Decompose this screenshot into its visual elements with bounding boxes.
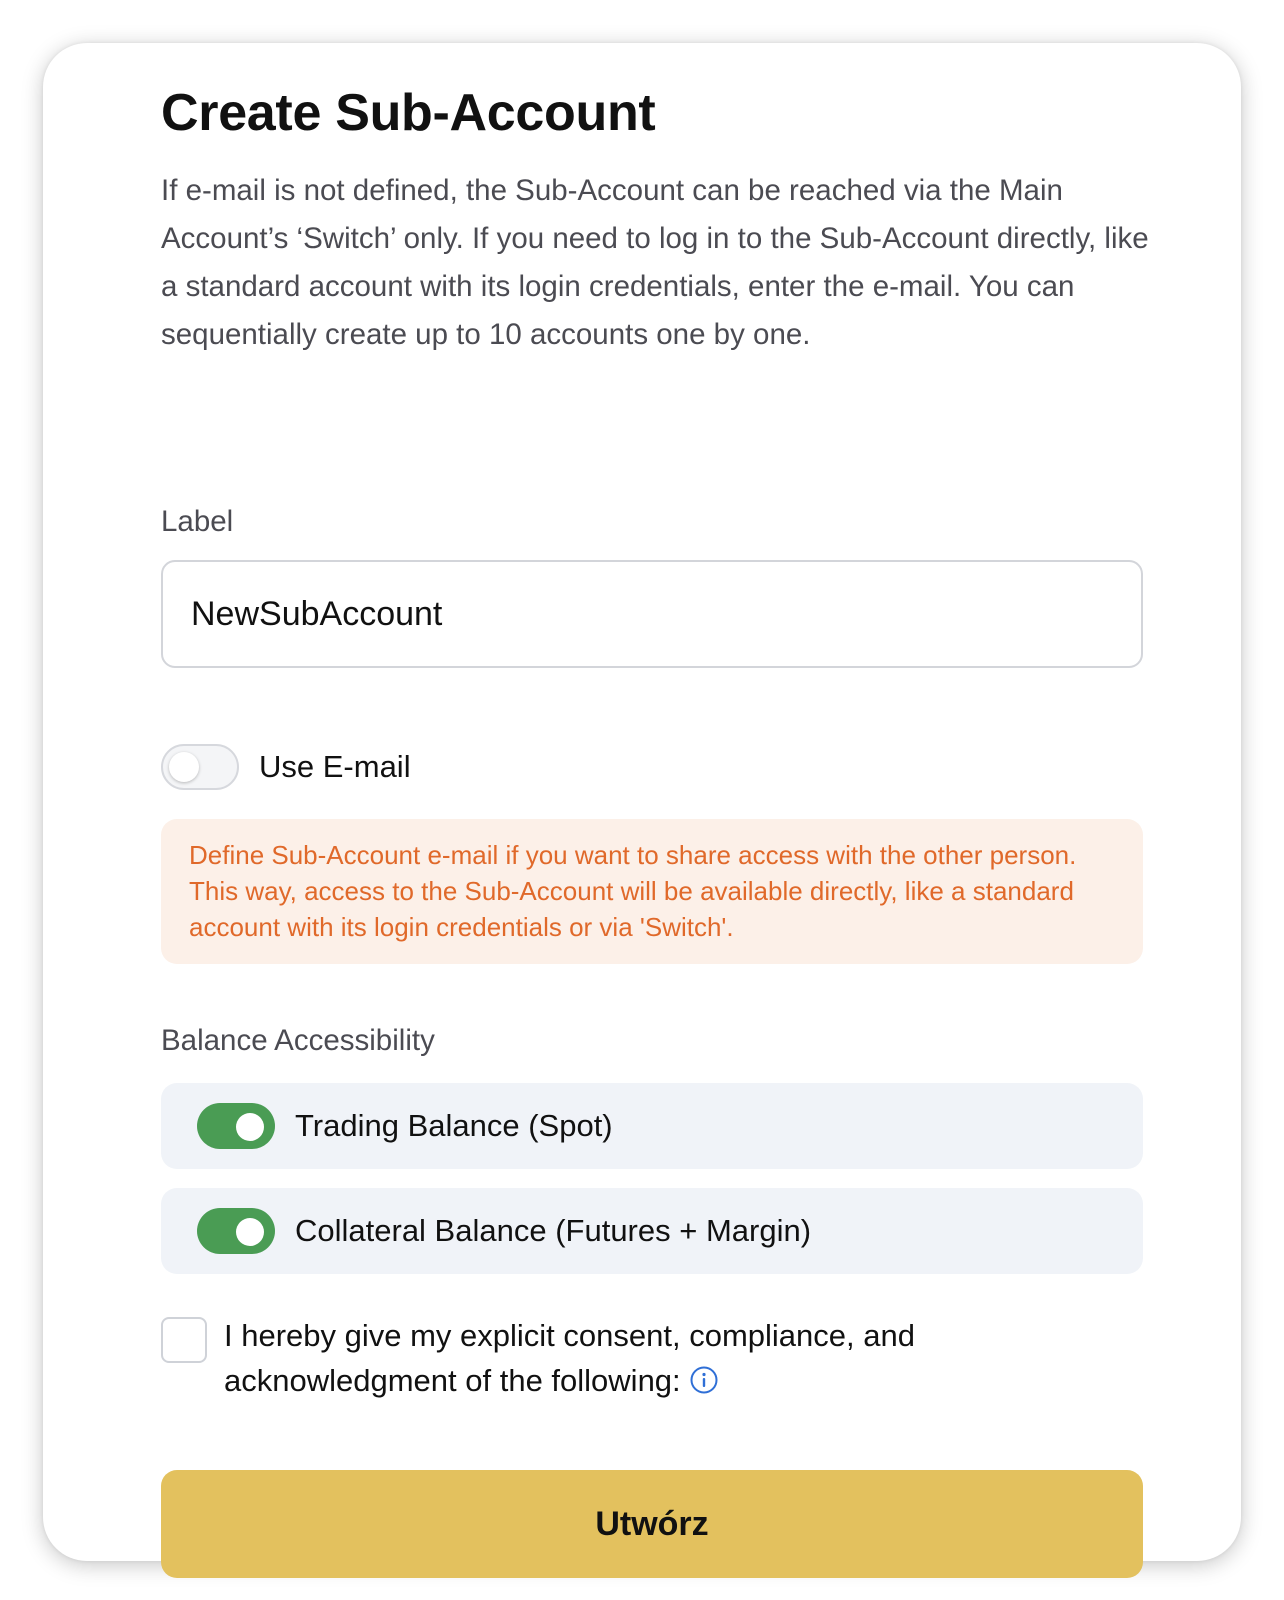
label-input[interactable] bbox=[161, 560, 1143, 668]
trading-balance-row bbox=[161, 1083, 1143, 1169]
toggle-knob bbox=[236, 1218, 264, 1246]
form-description: If e-mail is not defined, the Sub-Account can be reached via the Main Account’s ‘Switch’ only. If you need to log in to the Sub-Account directly, like a standard account with its login credentials, enter the e-mail. You can sequentially create up to 10 accounts one by one. bbox=[161, 174, 1149, 351]
email-notice: Define Sub-Account e-mail if you want to share access with the other person. This way, access to the Sub-Account will be available directly, like a standard account with its login credentials or via 'Switch'. bbox=[161, 819, 1143, 964]
consent-checkbox[interactable] bbox=[161, 1317, 207, 1363]
label-field-label: Label bbox=[161, 505, 234, 538]
use-email-row bbox=[161, 744, 411, 790]
create-button[interactable]: Utwórz bbox=[161, 1470, 1143, 1578]
consent-text-block bbox=[224, 1313, 1024, 1403]
trading-balance-toggle[interactable] bbox=[197, 1103, 275, 1149]
page-title: Create Sub-Account bbox=[161, 84, 656, 142]
balance-accessibility-label: Balance Accessibility bbox=[161, 1024, 435, 1057]
create-sub-account-dialog bbox=[43, 43, 1241, 1561]
toggle-knob bbox=[236, 1113, 264, 1141]
use-email-label: Use E-mail bbox=[259, 749, 411, 784]
info-circle-icon[interactable] bbox=[689, 1365, 719, 1395]
collateral-balance-row bbox=[161, 1188, 1143, 1274]
toggle-knob bbox=[169, 752, 199, 782]
collateral-balance-label: Collateral Balance (Futures + Margin) bbox=[295, 1213, 812, 1248]
collateral-balance-toggle[interactable] bbox=[197, 1208, 275, 1254]
consent-row bbox=[161, 1317, 1024, 1403]
use-email-toggle[interactable] bbox=[161, 744, 239, 790]
consent-text: I hereby give my explicit consent, compliance, and acknowledgment of the following: bbox=[224, 1318, 915, 1398]
trading-balance-label: Trading Balance (Spot) bbox=[295, 1108, 613, 1143]
